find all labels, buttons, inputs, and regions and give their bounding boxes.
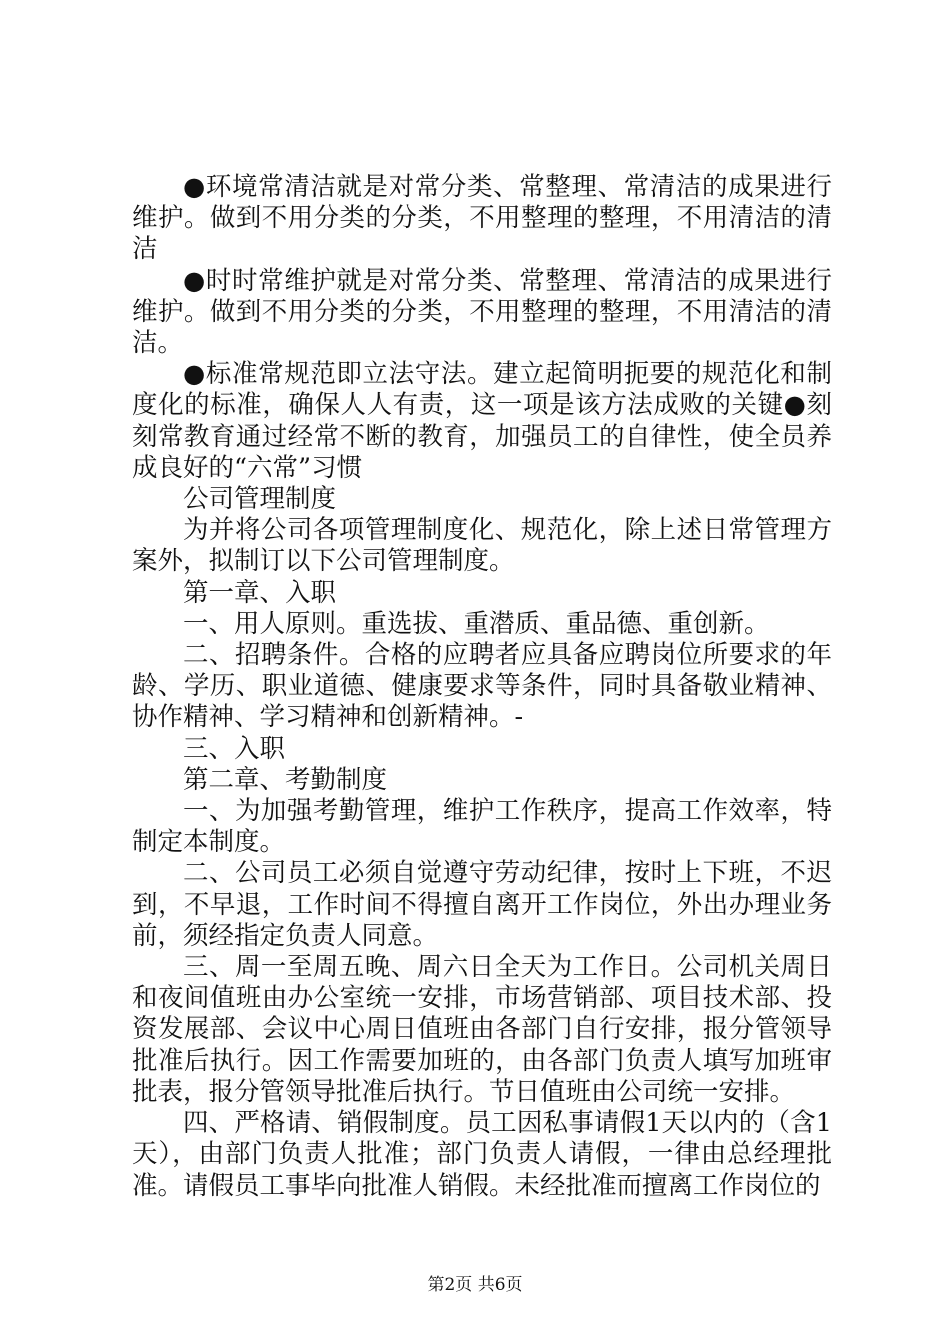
paragraph-work-discipline: 二、公司员工必须自觉遵守劳动纪律，按时上下班，不迟到，不早退，工作时间不得擅自离开工作岗位，外出办理业务前，须经指定负责人同意。 bbox=[132, 858, 832, 951]
section-heading-management-system: 公司管理制度 bbox=[183, 484, 337, 515]
paragraph-work-schedule: 三、周一至周五晚、周六日全天为工作日。公司机关周日和夜间值班由办公室统一安排，市场营销部、项目技术部、投资发展部、会议中心周日值班由各部门自行安排，报分管领导批准后执行。因工作需要加班的，由各部门负责人填写加班审批表，报分管领导批准后执行。节日值班由公司统一安排。 bbox=[132, 952, 832, 1107]
paragraph-recruitment-conditions: 二、招聘条件。合格的应聘者应具备应聘岗位所要求的年龄、学历、职业道德、健康要求等条件，同时具备敬业精神、协作精神、学习精神和创新精神。- bbox=[132, 640, 832, 733]
page-number-footer: 第2页 共6页 bbox=[427, 1275, 523, 1295]
paragraph-leave-policy: 四、严格请、销假制度。员工因私事请假1天以内的（含1天），由部门负责人批准；部门负责人请假，一律由总经理批准。请假员工事毕向批准人销假。未经批准而擅离工作岗位的 bbox=[132, 1108, 832, 1201]
paragraph-onboarding: 三、入职 bbox=[183, 733, 286, 764]
paragraph-intro: 为并将公司各项管理制度化、规范化，除上述日常管理方案外，拟制订以下公司管理制度。 bbox=[132, 515, 832, 577]
paragraph-environment-cleaning: ●环境常清洁就是对常分类、常整理、常清洁的成果进行维护。做到不用分类的分类，不用整理的整理，不用清洁的清洁 bbox=[132, 172, 832, 265]
paragraph-attendance-purpose: 一、为加强考勤管理，维护工作秩序，提高工作效率，特制定本制度。 bbox=[132, 796, 832, 858]
document-body bbox=[132, 172, 832, 1202]
paragraph-hiring-principles: 一、用人原则。重选拔、重潜质、重品德、重创新。 bbox=[183, 608, 770, 639]
paragraph-standards: ●标准常规范即立法守法。建立起简明扼要的规范化和制度化的标准，确保人人有责，这一项是该方法成败的关键●刻刻常教育通过经常不断的教育，加强员工的自律性，使全员养成良好的“六常”习惯 bbox=[132, 359, 832, 483]
chapter-heading-attendance: 第二章、考勤制度 bbox=[183, 764, 388, 795]
paragraph-maintenance: ●时时常维护就是对常分类、常整理、常清洁的成果进行维护。做到不用分类的分类，不用整理的整理，不用清洁的清洁。 bbox=[132, 265, 832, 359]
chapter-heading-onboarding: 第一章、入职 bbox=[183, 577, 337, 608]
